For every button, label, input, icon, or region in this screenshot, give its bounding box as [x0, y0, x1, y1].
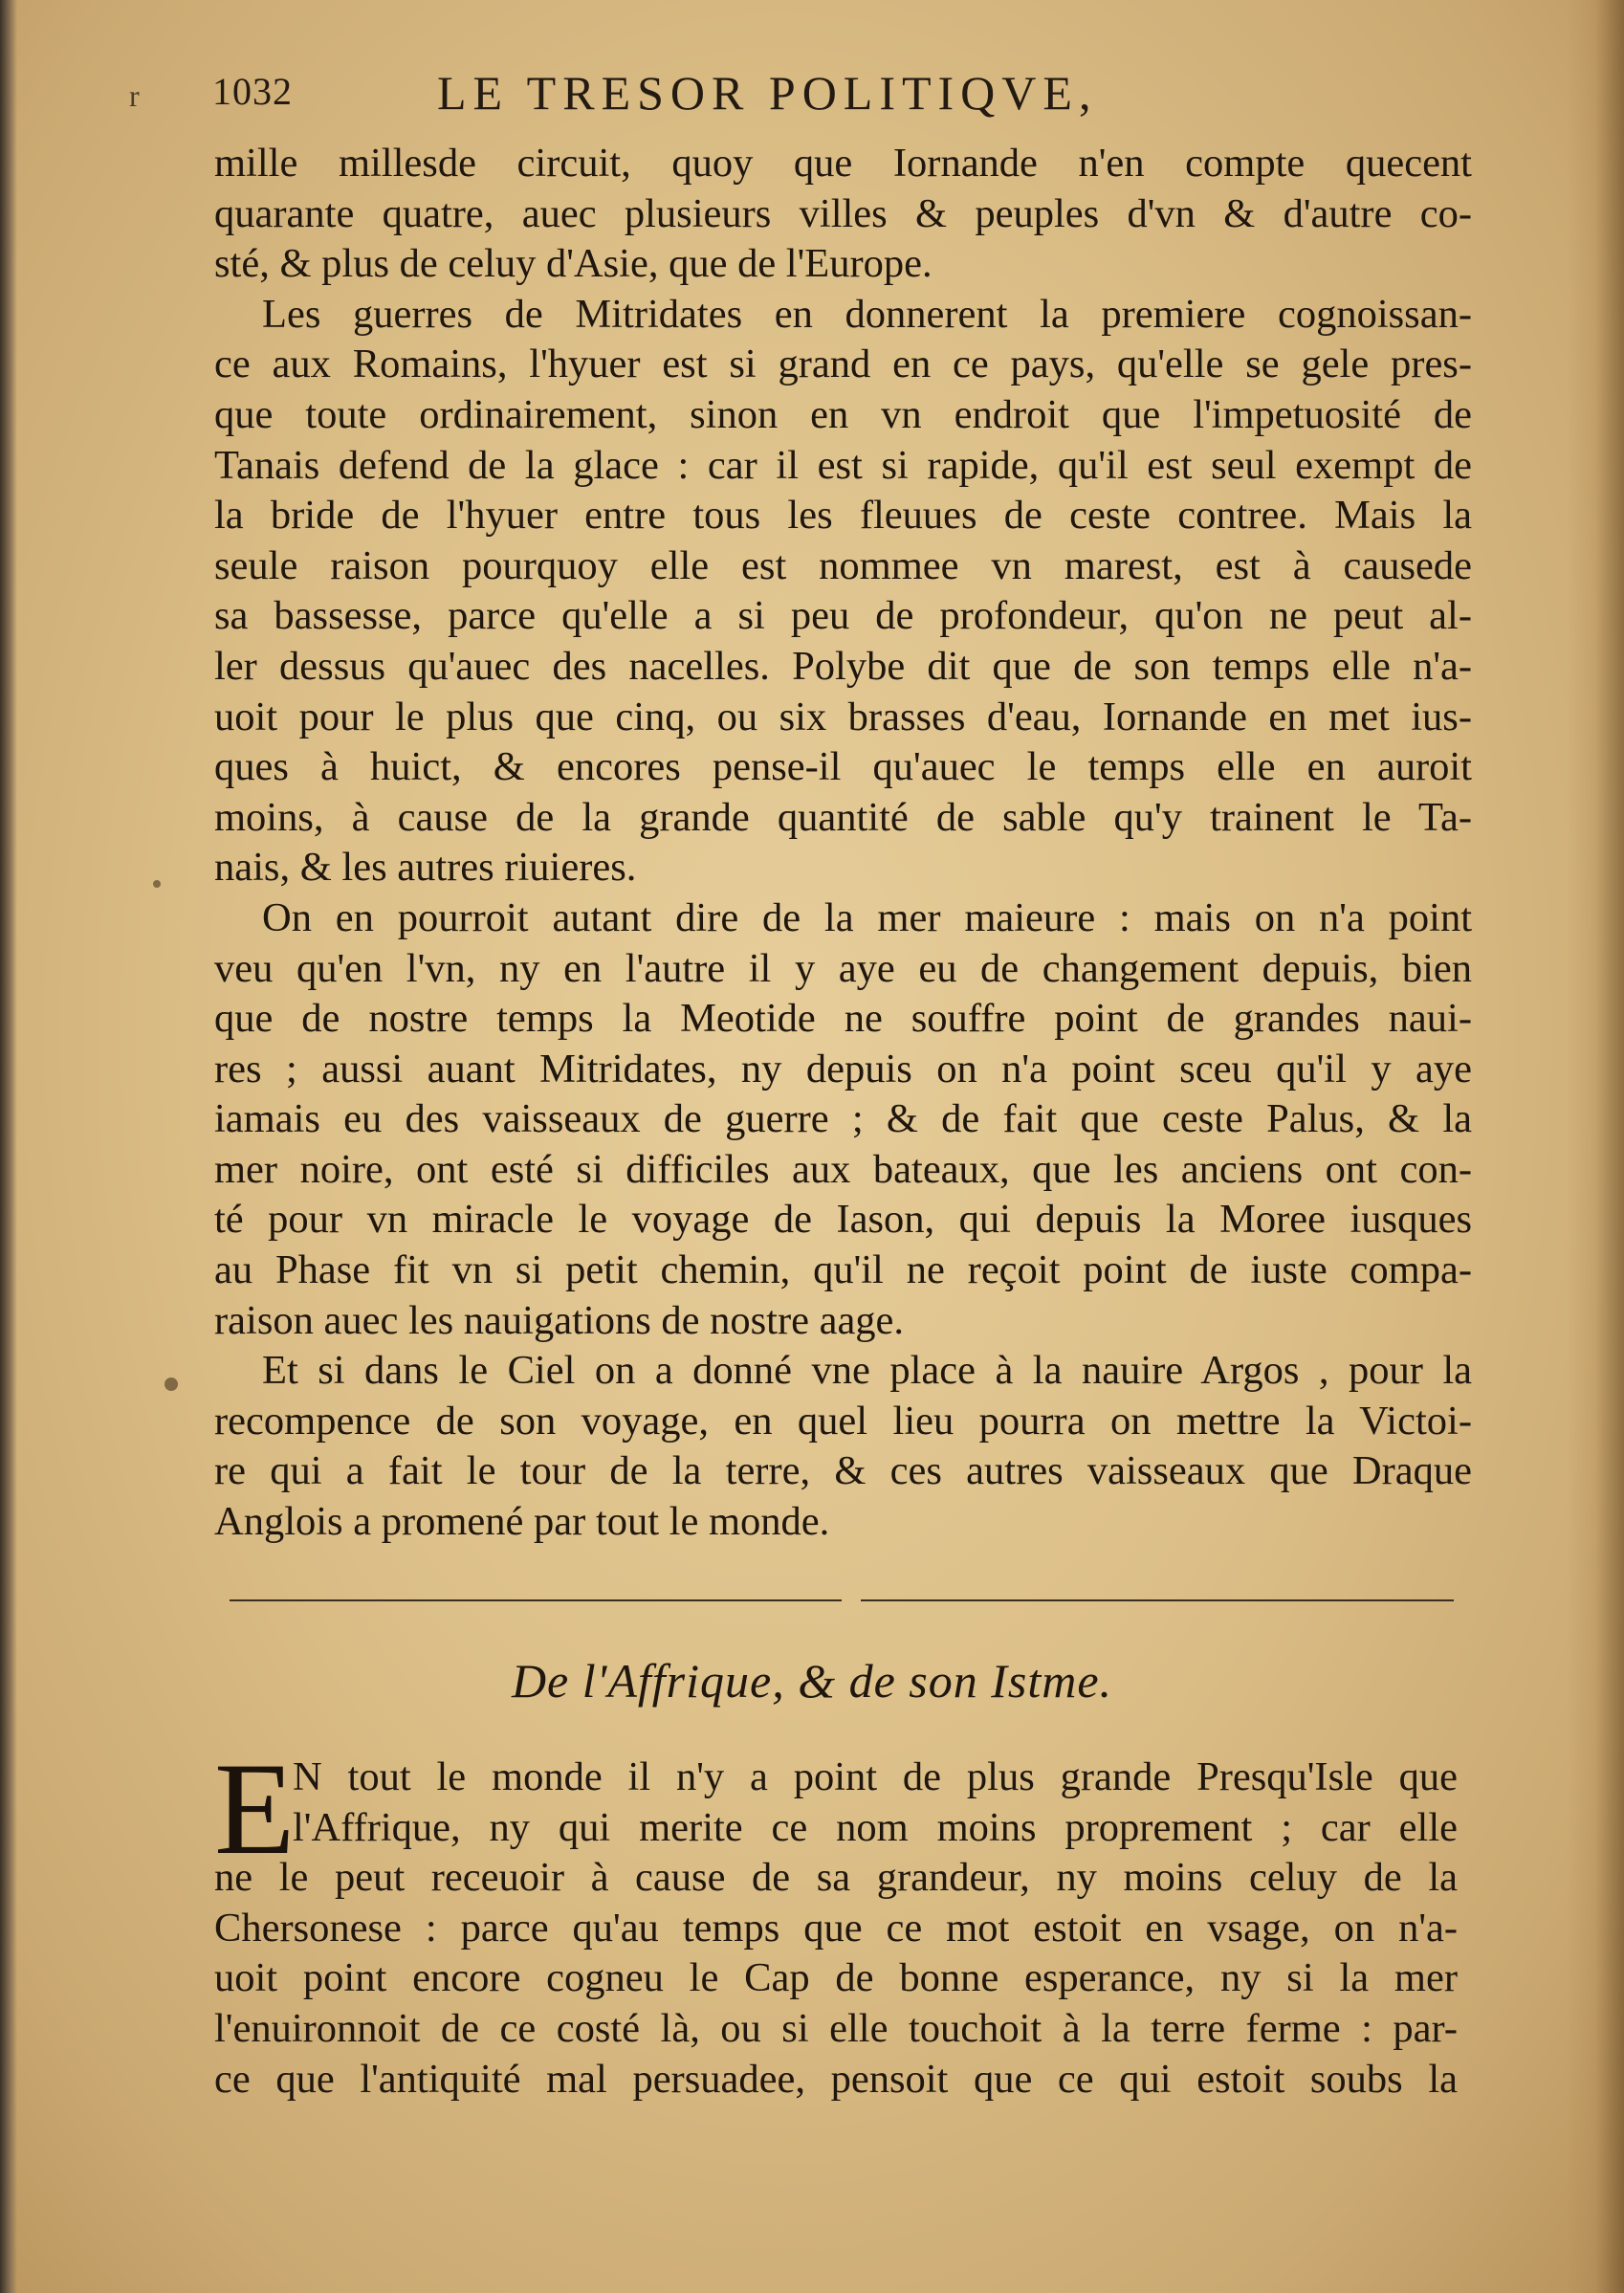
text-line: que de nostre temps la Meotide ne souffre point de grandes naui- — [214, 996, 1472, 1042]
text-line: mille millesde circuit, quoy que Iornande n'en compte quecent — [214, 141, 1472, 186]
text-line: au Phase fit vn si petit chemin, qu'il ne reçoit point de iuste compa- — [214, 1247, 1472, 1293]
text-line: re qui a fait le tour de la terre, & ces autres vaisseaux que Draque — [214, 1448, 1472, 1494]
ink-spot — [165, 1378, 178, 1391]
paragraph-2 — [214, 290, 1472, 893]
text-line: Et si dans le Ciel on a donné vne place à la nauire Argos , pour la — [262, 1348, 1472, 1394]
section-text — [214, 1735, 1458, 2105]
margin-mark: r — [129, 78, 140, 113]
section-heading: De l'Affrique, & de son Istme. — [511, 1654, 1113, 1708]
text-line: uoit pour le plus que cinq, ou six brasses d'eau, Iornande en met ius- — [214, 694, 1472, 739]
text-line: sa bassesse, parce qu'elle a si peu de profondeur, qu'on ne peut al- — [214, 593, 1472, 639]
text-line: moins, à cause de la grande quantité de sable qu'y trainent le Ta- — [214, 794, 1472, 840]
text-line: que toute ordinairement, sinon en vn endroit que l'impetuosité de — [214, 391, 1472, 437]
text-line: té pour vn miracle le voyage de Iason, qui depuis la Moree iusques — [214, 1197, 1472, 1243]
text-line: nais, & les autres riuieres. — [214, 845, 637, 891]
text-line: ler dessus qu'auec des nacelles. Polybe dit que de son temps elle n'a- — [214, 643, 1472, 689]
text-line: recompence de son voyage, en quel lieu pourra on mettre la Victoi- — [214, 1398, 1472, 1444]
ink-spot — [153, 880, 161, 888]
text-line: uoit point encore cogneu le Cap de bonne esperance, ny si la mer — [214, 1955, 1458, 2001]
section-divider — [230, 1588, 1454, 1626]
text-line: On en pourroit autant dire de la mer maieure : mais on n'a point — [262, 894, 1472, 940]
text-line: quarante quatre, auec plusieurs villes & peuples d'vn & d'autre co- — [214, 190, 1472, 236]
text-line: sté, & plus de celuy d'Asie, que de l'Europe. — [214, 241, 933, 287]
paragraph-4 — [214, 1346, 1472, 1547]
text-line: N tout le monde il n'y a point de plus grande Presqu'Isle que — [293, 1754, 1458, 1799]
text-line: la bride de l'hyuer entre tous les fleuues de ceste contree. Mais la — [214, 493, 1472, 539]
text-line: l'enuironnoit de ce costé là, ou si elle touchoit à la terre ferme : par- — [214, 2005, 1458, 2051]
text-line: Anglois a promené par tout le monde. — [214, 1499, 830, 1545]
text-line: seule raison pourquoy elle est nommee vn marest, est à causede — [214, 542, 1472, 588]
page-number: 1032 — [212, 70, 293, 113]
divider-rule-left — [230, 1599, 842, 1601]
text-line: Les guerres de Mitridates en donnerent la premiere cognoissan- — [262, 291, 1472, 337]
running-title: LE TRESOR POLITIQVE, — [437, 66, 1098, 120]
text-line: mer noire, ont esté si difficiles aux bateaux, que les anciens ont con- — [214, 1146, 1472, 1192]
divider-rule-right — [861, 1599, 1454, 1601]
body-text — [214, 139, 1472, 1548]
paragraph-1 — [214, 139, 1472, 290]
drop-cap: E — [214, 1735, 296, 1882]
text-line: ce aux Romains, l'hyuer est si grand en ce pays, qu'elle se gele pres- — [214, 342, 1472, 387]
page-header — [212, 65, 1475, 132]
text-line: res ; aussi auant Mitridates, ny depuis on n'a point sceu qu'il y aye — [214, 1046, 1472, 1091]
text-line: Tanais defend de la glace : car il est si rapide, qu'il est seul exempt de — [214, 442, 1472, 488]
text-line: raison auec les nauigations de nostre aage. — [214, 1297, 905, 1343]
text-line: ne le peut receuoir à cause de sa grandeur, ny moins celuy de la — [214, 1855, 1458, 1901]
text-line: iamais eu des vaisseaux de guerre ; & de fait que ceste Palus, & la — [214, 1096, 1472, 1142]
text-line: l'Affrique, ny qui merite ce nom moins proprement ; car elle — [293, 1804, 1458, 1850]
paragraph-3 — [214, 893, 1472, 1346]
text-line: veu qu'en l'vn, ny en l'autre il y aye eu de changement depuis, bien — [214, 945, 1472, 991]
text-line: ce que l'antiquité mal persuadee, pensoit que ce qui estoit soubs la — [214, 2056, 1458, 2102]
text-line: Chersonese : parce qu'au temps que ce mot estoit en vsage, on n'a- — [214, 1905, 1458, 1951]
text-line: ques à huict, & encores pense-il qu'auec le temps elle en auroit — [214, 744, 1472, 790]
